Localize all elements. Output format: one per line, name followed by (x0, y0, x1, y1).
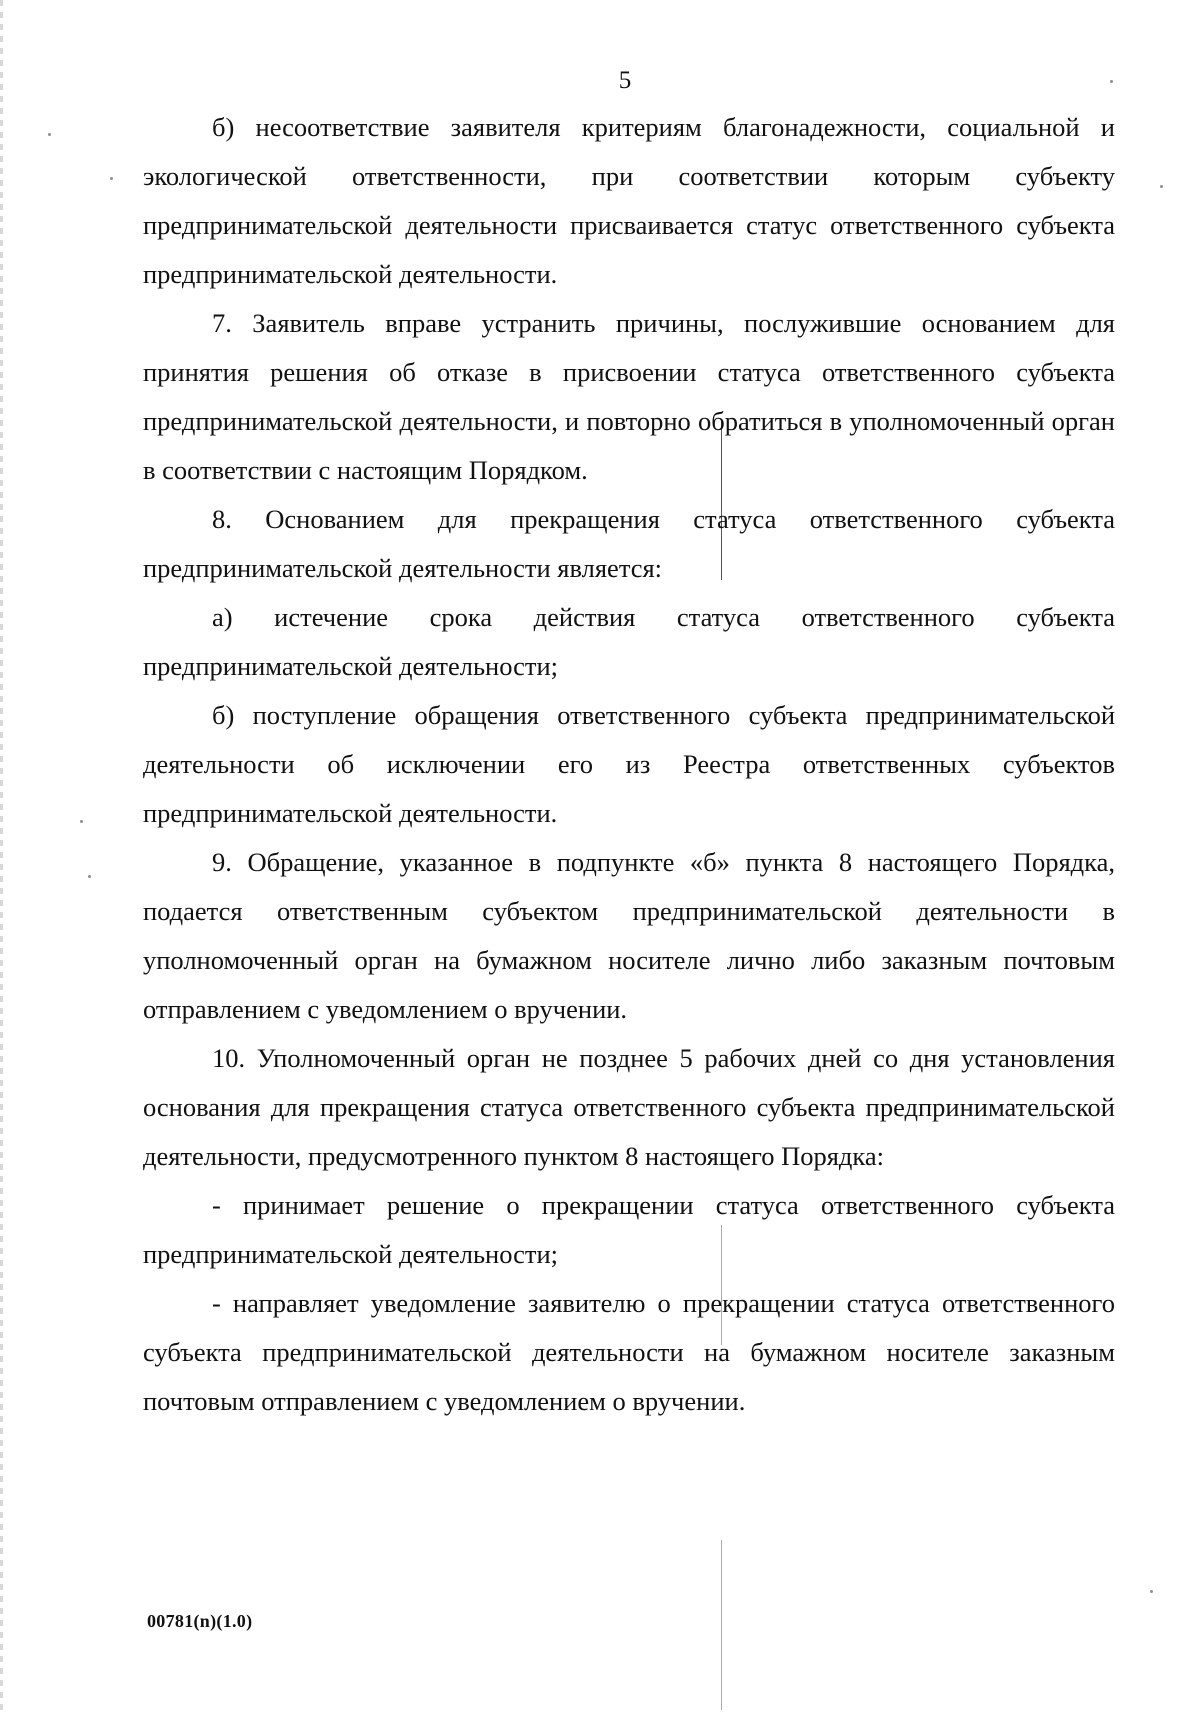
paragraph: - направляет уведомление заявителю о прекращении статуса ответственного субъекта предпринимательской деятельности на бумажном носителе заказным почтовым отправлением с уведомлением о вручении. (143, 1288, 1115, 1416)
scan-edge-marks (0, 0, 3, 1713)
scan-speck (88, 875, 91, 878)
scan-speck (48, 133, 51, 136)
scan-speck (110, 177, 113, 180)
scan-fold-line (721, 1540, 722, 1710)
scan-speck (1160, 185, 1163, 188)
paragraph: б) поступление обращения ответственного субъекта предпринимательской деятельности об исключении его из Реестра ответственных субъектов предпринимательской деятельности. (143, 700, 1115, 828)
scan-speck (1150, 1590, 1153, 1593)
page-number: 5 (618, 67, 632, 94)
paragraph: 10. Уполномоченный орган не позднее 5 рабочих дней со дня установления основания для прекращения статуса ответственного субъекта предпринимательской деятельности, предусмотренного пунктом 8 настоящего Порядка: (143, 1043, 1115, 1171)
scan-speck (80, 820, 83, 823)
paragraph: 8. Основанием для прекращения статуса ответственного субъекта предпринимательской деятельности является: (143, 504, 1115, 583)
document-code: 00781(n)(1.0) (147, 1611, 253, 1631)
document-body (143, 103, 1115, 1426)
paragraph: 9. Обращение, указанное в подпункте «б» пункта 8 настоящего Порядка, подается ответственным субъектом предпринимательской деятельности в уполномоченный орган на бумажном носителе лично либо заказным почтовым отправлением с уведомлением о вручении. (143, 847, 1115, 1024)
paragraph: б) несоответствие заявителя критериям благонадежности, социальной и экологической ответственности, при соответствии которым субъекту предпринимательской деятельности присваивается статус ответственного субъекта предпринимательской деятельности. (143, 112, 1115, 289)
paragraph: - принимает решение о прекращении статуса ответственного субъекта предпринимательской деятельности; (143, 1190, 1115, 1269)
paragraph: 7. Заявитель вправе устранить причины, послужившие основанием для принятия решения об отказе в присвоении статуса ответственного субъекта предпринимательской деятельности, и повторно обратиться в уполномоченный орган в соответствии с настоящим Порядком. (143, 308, 1115, 485)
paragraph: а) истечение срока действия статуса ответственного субъекта предпринимательской деятельности; (143, 602, 1115, 681)
